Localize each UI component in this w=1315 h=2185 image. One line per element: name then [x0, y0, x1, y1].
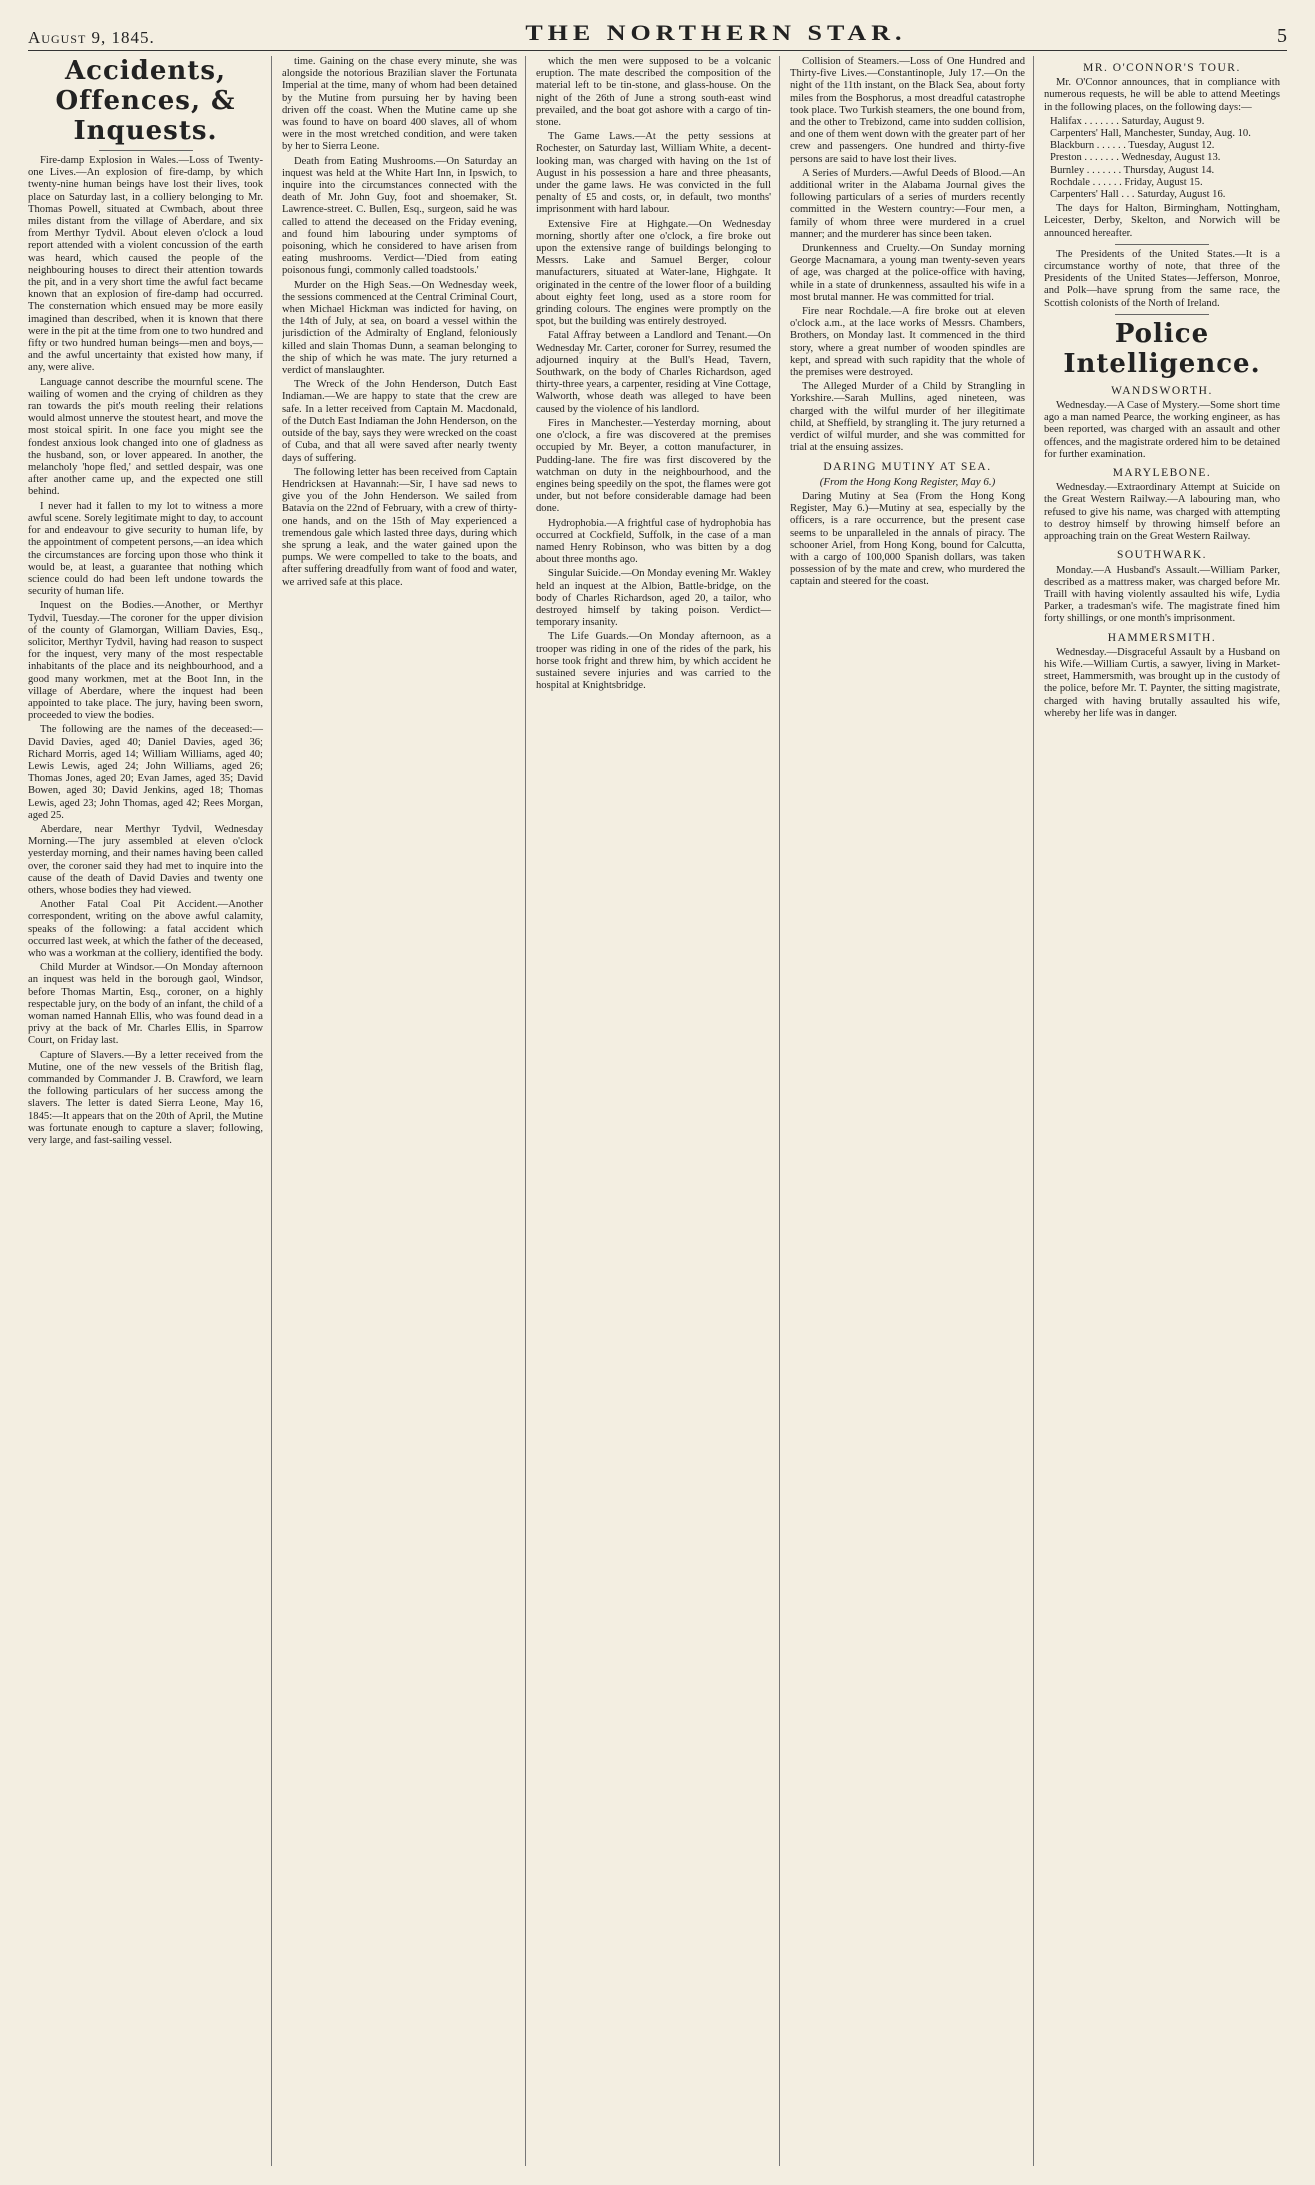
tour-footer: The days for Halton, Birmingham, Nottingham, Leicester, Derby, Skelton, and Norwich will be announced hereafter.: [1044, 203, 1280, 239]
article-paragraph: The Life Guards.—On Monday afternoon, as a trooper was riding in one of the rides of the park, his horse took fright and threw him, by which accident he sustained severe injuries and was carried to the hospital at Knightsbridge.: [536, 631, 771, 692]
divider: [1115, 314, 1209, 315]
article-paragraph: Singular Suicide.—On Monday evening Mr. Wakley held an inquest at the Albion, Battle-bridge, on the body of Charles Richardson, aged 20, a tailor, who destroyed himself by taking poison. Verdict—temporary insanity.: [536, 568, 771, 629]
divider: [99, 150, 193, 151]
column-3: [536, 56, 780, 2166]
police-report: Monday.—A Husband's Assault.—William Parker, described as a mattress maker, was charged before Mr. Traill with having violently assaulted his wife, Lydia Parker, a tradesman's wife. The magistrate fined him forty shillings, or one month's imprisonment.: [1044, 564, 1280, 625]
tour-list: [1050, 116, 1280, 201]
article-paragraph: Murder on the High Seas.—On Wednesday week, the sessions commenced at the Central Criminal Court, when Michael Hickman was indicted for having, on the 14th of July, at sea, on board a vessel within the jurisdiction of the Admiralty of England, feloniously killed and slain Thomas Dunn, a seaman belonging to the ship of which he was mate. The jury returned a verdict of manslaughter.: [282, 279, 517, 377]
article-paragraph: Collision of Steamers.—Loss of One Hundred and Thirty-five Lives.—Constantinople, July 17.—On the night of the 11th instant, on the Black Sea, about forty miles from the Bosphorus, a most dreadful catastrophe took place. Two Turkish steamers, the one bound from, and the other to Trebizond, came into sudden collision, and one of them went down with the greater part of her crew and passengers. One hundred and thirty-five persons are said to have lost their lives.: [790, 56, 1025, 165]
article-paragraph: Fire near Rochdale.—A fire broke out at eleven o'clock a.m., at the lace works of Messrs. Chambers, Brothers, on Monday last. It commenced in the third story, where a great number of wooden spindles are kept, and spread with such rapidity that the whole of the premises were destroyed.: [790, 306, 1025, 379]
article-paragraph: Aberdare, near Merthyr Tydvil, Wednesday Morning.—The jury assembled at eleven o'clock yesterday morning, and their names having been called over, the coroner said they had met to inquire into the cause of the death of David Davies and twenty one others, whose bodies they had viewed.: [28, 823, 263, 896]
article-paragraph: A Series of Murders.—Awful Deeds of Blood.—An additional writer in the Alabama Journal gives the following particulars of a series of murders recently committed in the Western country:—Four men, a family of whom three were murdered in a cruel manner; and the murderer has since been taken.: [790, 167, 1025, 240]
article-paragraph: Drunkenness and Cruelty.—On Sunday morning George Macnamara, a young man twenty-seven years of age, was charged at the police-office with having, while in a state of drunkenness, assaulted his wife in a most brutal manner. He was committed for trial.: [790, 243, 1025, 303]
column-grid: [28, 56, 1288, 2166]
article-paragraph: The following letter has been received from Captain Hendricksen at Havannah:—Sir, I have sad news to give you of the John Henderson. We sailed from Batavia on the 22nd of February, with a crew of thirty-one hands, and on the 15th of May experienced a tremendous gale which lasted three days, during which she sprung a leak, and the water gained upon the pumps. We were compelled to take to the boats, and after suffering dreadfully from want of food and water, we arrived safe at this place.: [282, 466, 517, 588]
section-heading-accidents: Accidents, Offences, & Inquests.: [55, 56, 236, 146]
article-paragraph: Capture of Slavers.—By a letter received from the Mutine, one of the new vessels of the British flag, commanded by Commander J. B. Crawford, we learn the following particulars of her success among the slavers. The letter is dated Sierra Leone, May 16, 1845:—It appears that on the 20th of April, the Mutine was fortunate enough to capture a slaver; following, very large, and fast-sailing vessel.: [28, 1049, 263, 1147]
article-paragraph: Language cannot describe the mournful scene. The wailing of women and the crying of children as they ran towards the pit's mouth reeling their relations would almost unnerve the stoutest heart, and move the most stoical spirit. In one face you might see the fondest anxious look changed into one of gladness as the husband, son, or lover appeared. In another, the melancholy 'hope fled,' and settled despair, was one after another came up, and the expected one still behind.: [28, 376, 263, 498]
article-paragraph: Another Fatal Coal Pit Accident.—Another correspondent, writing on the above awful calamity, speaks of the following: a fatal accident which occurred last week, at which the father of the deceased, who was a workman at the colliery, identified the body.: [28, 899, 263, 959]
police-court-heading: SOUTHWARK.: [1116, 549, 1208, 562]
tour-list-item: Burnley . . . . . . . Thursday, August 14.: [1050, 164, 1215, 176]
police-report: Wednesday.—Extraordinary Attempt at Suicide on the Great Western Railway.—A labouring man, who refused to give his name, was charged with attempting to destroy himself by throwing himself before an approaching train on the Great Western Railway.: [1044, 482, 1280, 543]
article-paragraph: time. Gaining on the chase every minute, she was alongside the notorious Brazilian slaver the Fortunata Imperial at the time, many of whom had been detained by the Mutine from pursuing her by having been driven off the coast. When the Mutine came up she was found to have on board 400 slaves, all of whom were in the most wretched condition, and were taken by her to Sierra Leone.: [282, 56, 517, 153]
article-paragraph: Hydrophobia.—A frightful case of hydrophobia has occurred at Cockfield, Suffolk, in the case of a man named Henry Robinson, who was bitten by a dog about three months ago.: [536, 517, 771, 566]
article-paragraph: which the men were supposed to be a volcanic eruption. The mate described the composition of the material left to be tin-stone, and glass-house. On the night of the 26th of June a strong south-east wind prevailed, and the boat got ashore with a cargo of tin-stone.: [536, 56, 771, 129]
article-paragraph: The Alleged Murder of a Child by Strangling in Yorkshire.—Sarah Mullins, aged nineteen, was charged with the wilful murder of her illegitimate child, at Sheffield, by strangling it. The jury returned a verdict of wilful murder, and she was committed for trial at the ensuing assizes.: [790, 381, 1025, 454]
tour-list-item: Blackburn . . . . . . Tuesday, August 12.: [1050, 140, 1215, 152]
article-paragraph: Inquest on the Bodies.—Another, or Merthyr Tydvil, Tuesday.—The coroner for the upper division of the county of Glamorgan, William Davies, Esq., solicitor, Merthyr Tydvil, having had reason to suspect for the inquest, very many of the most respectable inhabitants of the place and its neighbourhood, and a good many workmen, met at the Boot Inn, in the village of Aberdare, where the inquest had been appointed to take place. The jury, having been sworn, proceeded to view the bodies.: [28, 600, 263, 722]
article-paragraph: Fatal Affray between a Landlord and Tenant.—On Wednesday Mr. Carter, coroner for Surrey, resumed the adjourned inquiry at the Bull's Head, Tavern, Southwark, on the body of Charles Richardson, aged thirty-three years, a carpenter, residing at Vine Cottage, Walworth, whose death was alleged to have been caused by the violence of his landlord.: [536, 330, 771, 415]
police-report: Wednesday.—Disgraceful Assault by a Husband on his Wife.—William Curtis, a sawyer, living in Market-street, Hammersmith, was brought up in the custody of the police, before Mr. T. Paynter, the sitting magistrate, charged with having brutally assaulted his wife, whereby her life was in danger.: [1044, 646, 1280, 719]
article-paragraph: Daring Mutiny at Sea (From the Hong Kong Register, May 6.)—Mutiny at sea, especially by the officers, is a rare occurrence, but the present case seems to be unparalleled in the annals of piracy. The schooner Ariel, from Hong Kong, bound for Calcutta, with a cargo of 100,000 Spanish dollars, was taken possession of by the mate and crew, who murdered the captain and steered for the coast.: [790, 490, 1025, 588]
article-paragraph: Extensive Fire at Highgate.—On Wednesday morning, shortly after one o'clock, a fire broke out upon the extensive range of buildings belonging to Messrs. Lake and Samuel Berger, colour manufacturers, situated at Water-lane, Highgate. It originated in the centre of the lower floor of a building about eighty feet long, used as a store room for grinding colours. The engines were promptly on the spot, but the building was entirely destroyed.: [536, 218, 771, 328]
tour-heading: MR. O'CONNOR'S TOUR.: [1083, 62, 1241, 74]
issue-date: August 9, 1845.: [28, 28, 155, 47]
mutiny-heading: DARING MUTINY AT SEA.: [823, 460, 992, 473]
article-paragraph: The Presidents of the United States.—It is a circumstance worthy of note, that three of the Presidents of the United States—Jefferson, Monroe, and Polk—have sprung from the same race, the Scottish colonists of the North of Ireland.: [1044, 248, 1280, 309]
tour-intro: Mr. O'Connor announces, that in compliance with numerous requests, he will be able to attend Meetings in the following places, on the following days:—: [1044, 77, 1280, 113]
mutiny-dateline: (From the Hong Kong Register, May 6.): [819, 475, 996, 488]
article-paragraph: Fire-damp Explosion in Wales.—Loss of Twenty-one Lives.—An explosion of fire-damp, by which twenty-nine human beings have lost their lives, took place on Saturday last, in a colliery belonging to Mr. Thomas Powell, situated at Cwmbach, about three miles distant from the village of Aberdare, and six from Merthyr Tydvil. About eleven o'clock a loud report attended with a violent concussion of the earth was heard, which caused the people of the neighbouring houses to direct their attention towards the pit, and in a very short time the awful fact became known that an explosion of fire-damp had occurred. The consternation which ensued may be more easily imagined than described, when it is known that there were in the pit at the time from one to two hundred and fifty or two hundred human beings—men and boys,—and the awful uncertainty that existed how many, if any, were alive.: [28, 155, 263, 374]
article-paragraph: Fires in Manchester.—Yesterday morning, about one o'clock, a fire was discovered at the premises occupied by Mr. Beyer, a cotton manufacturer, in Pudding-lane. The fire was first discovered by the watchman on duty in the neighbourhood, and the engines being speedily on the spot, the flames were got under, but not before considerable damage had been done.: [536, 417, 771, 515]
tour-list-item: Rochdale . . . . . . Friday, August 15.: [1050, 176, 1203, 188]
column-5: [1044, 56, 1288, 2166]
column-4: [790, 56, 1034, 2166]
tour-list-item: Halifax . . . . . . . Saturday, August 9.: [1050, 115, 1205, 127]
column-2: [282, 56, 526, 2166]
article-paragraph: The Game Laws.—At the petty sessions at Rochester, on Saturday last, William White, a decent-looking man, was charged with having on the 1st of August in his possession a hare and three pheasants, under the game laws. He was convicted in the full penalty of £5 and costs, or, in default, two months' imprisonment with hard labour.: [536, 131, 771, 216]
column-1: [28, 56, 272, 2166]
newspaper-title: THE NORTHERN STAR.: [525, 20, 907, 45]
police-court-heading: HAMMERSMITH.: [1107, 631, 1217, 644]
divider: [1115, 244, 1209, 245]
tour-list-item: Carpenters' Hall . . . Saturday, August 16.: [1050, 189, 1226, 201]
police-court-heading: MARYLEBONE.: [1112, 467, 1212, 480]
masthead: [28, 10, 1287, 48]
police-court-heading: WANDSWORTH.: [1111, 384, 1213, 397]
article-paragraph: I never had it fallen to my lot to witness a more awful scene. Sorely legitimate might to day, to account for and endeavour to give security to human life, by the appointment of competent persons,—an idea which the circumstances are forcing upon those who think it would be, at least, a guarantee that nothing which science could do had been left undone towards the security of human life.: [28, 500, 263, 598]
article-paragraph: The following are the names of the deceased:—David Davies, aged 40; Daniel Davies, aged 36; Richard Morris, aged 14; William Williams, aged 40; Lewis Lewis, aged 24; John Williams, aged 26; Thomas Jones, aged 20; Evan James, aged 35; David Bowen, aged 30; David Jenkins, aged 18; Thomas Lewis, aged 23; John Thomas, aged 42; Rees Morgan, aged 25.: [28, 724, 263, 821]
article-paragraph: Child Murder at Windsor.—On Monday afternoon an inquest was held in the borough gaol, Windsor, before Thomas Martin, Esq., coroner, on a highly respectable jury, on the body of an infant, the child of a woman named Hannah Ellis, who was found dead in a privy at the back of Mr. Charles Ellis, in Sparrow Court, on Friday last.: [28, 962, 263, 1047]
section-heading-police: Police Intelligence.: [1063, 318, 1261, 379]
page-number: 5: [1277, 25, 1287, 47]
police-report: Wednesday.—A Case of Mystery.—Some short time ago a man named Pearce, the working engineer, as has been reported, was charged with an assault and other offences, and the magistrate ordered him to be detained for further examination.: [1044, 400, 1280, 460]
tour-list-item: Carpenters' Hall, Manchester, Sunday, Aug. 10.: [1050, 128, 1251, 140]
article-paragraph: Death from Eating Mushrooms.—On Saturday an inquest was held at the White Hart Inn, in Ipswich, to inquire into the circumstances connected with the death of Mr. John Guy, foot and shoemaker, St. Lawrence-street. C. Bullen, Esq., surgeon, said he was called to attend the deceased on the Friday evening, and found him labouring under symptoms of poisoning, which he considered to have arisen from eating mushrooms. Verdict—'Died from eating poisonous fungi, commonly called toadstools.': [282, 155, 517, 277]
tour-list-item: Preston . . . . . . . Wednesday, August 13.: [1050, 152, 1221, 164]
masthead-rule: [28, 50, 1287, 51]
article-paragraph: The Wreck of the John Henderson, Dutch East Indiaman.—We are happy to state that the crew are safe. In a letter received from Captain M. Macdonald, of the Dutch East Indiaman the John Henderson, on the outside of the bay, says they were wrecked on the coast of Cuba, and that all were saved after nearly twenty days of suffering.: [282, 379, 517, 464]
